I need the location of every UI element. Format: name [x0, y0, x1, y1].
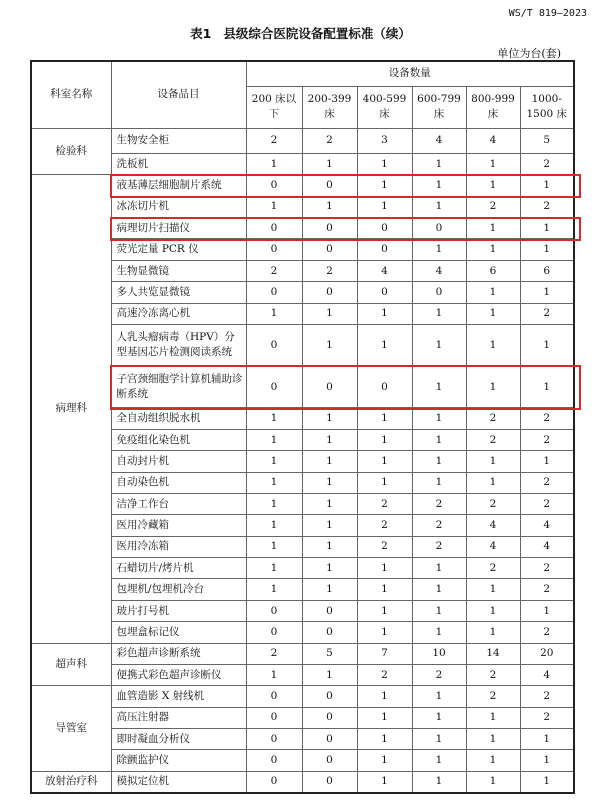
quantity-cell: 5 — [302, 643, 357, 664]
quantity-cell: 1 — [466, 729, 520, 750]
quantity-cell: 1 — [302, 493, 357, 514]
quantity-cell: 2 — [520, 558, 574, 579]
quantity-cell: 2 — [246, 260, 302, 281]
quantity-cell: 1 — [466, 472, 520, 493]
quantity-cell: 1 — [302, 579, 357, 600]
quantity-cell: 1 — [357, 451, 412, 472]
quantity-cell: 1 — [302, 153, 357, 174]
quantity-cell: 1 — [302, 324, 357, 366]
quantity-cell: 2 — [520, 686, 574, 707]
table-title-text: 县级综合医院设备配置标准（续） — [223, 26, 411, 41]
quantity-cell: 4 — [412, 128, 466, 153]
quantity-cell: 0 — [357, 282, 412, 303]
item-name: 荧光定量 PCR 仪 — [111, 239, 246, 260]
quantity-cell: 1 — [357, 408, 412, 429]
dept-name: 病理科 — [31, 175, 111, 643]
highlight-box — [110, 365, 581, 410]
quantity-cell: 1 — [520, 282, 574, 303]
quantity-cell: 0 — [246, 324, 302, 366]
quantity-cell: 1 — [520, 729, 574, 750]
band-header-2: 200-399 床 — [302, 86, 357, 128]
unit-note: 单位为台(套) — [497, 47, 561, 60]
quantity-cell: 1 — [520, 239, 574, 260]
quantity-cell: 1 — [520, 771, 574, 793]
quantity-cell: 0 — [412, 218, 466, 239]
quantity-cell: 1 — [246, 408, 302, 429]
quantity-cell: 4 — [520, 515, 574, 536]
quantity-cell: 1 — [302, 303, 357, 324]
quantity-cell: 1 — [357, 600, 412, 621]
quantity-cell: 1 — [412, 600, 466, 621]
quantity-cell: 5 — [520, 128, 574, 153]
item-name: 包埋盒标记仪 — [111, 622, 246, 643]
quantity-cell: 0 — [246, 366, 302, 408]
quantity-cell: 1 — [302, 664, 357, 685]
quantity-cell: 2 — [520, 196, 574, 217]
quantity-cell: 0 — [302, 218, 357, 239]
quantity-cell: 2 — [466, 493, 520, 514]
quantity-cell: 1 — [246, 196, 302, 217]
quantity-cell: 0 — [246, 707, 302, 728]
quantity-cell: 1 — [412, 175, 466, 196]
table-row — [31, 324, 574, 366]
quantity-cell: 1 — [520, 366, 574, 408]
item-name: 人乳头瘤病毒（HPV）分型基因芯片检测阅读系统 — [111, 324, 246, 366]
table-row — [31, 686, 574, 707]
quantity-cell: 1 — [466, 153, 520, 174]
item-name: 石蜡切片/烤片机 — [111, 558, 246, 579]
band-header-1: 200 床以下 — [246, 86, 302, 128]
quantity-cell: 1 — [246, 303, 302, 324]
quantity-cell: 4 — [466, 515, 520, 536]
dept-name: 超声科 — [31, 643, 111, 686]
item-name: 全自动组织脱水机 — [111, 408, 246, 429]
quantity-cell: 1 — [412, 558, 466, 579]
quantity-cell: 1 — [357, 429, 412, 450]
quantity-cell: 1 — [412, 579, 466, 600]
item-name: 模拟定位机 — [111, 771, 246, 793]
quantity-cell: 1 — [466, 579, 520, 600]
quantity-cell: 2 — [520, 622, 574, 643]
quantity-cell: 1 — [246, 493, 302, 514]
quantity-cell: 2 — [520, 579, 574, 600]
quantity-cell: 0 — [357, 218, 412, 239]
quantity-cell: 2 — [412, 536, 466, 557]
quantity-cell: 0 — [246, 600, 302, 621]
item-name: 便携式彩色超声诊断仪 — [111, 664, 246, 685]
quantity-cell: 1 — [466, 282, 520, 303]
quantity-cell: 0 — [246, 686, 302, 707]
quantity-cell: 1 — [466, 324, 520, 366]
quantity-cell: 1 — [302, 429, 357, 450]
quantity-cell: 0 — [412, 282, 466, 303]
quantity-cell: 6 — [466, 260, 520, 281]
dept-name: 检验科 — [31, 128, 111, 175]
item-name: 即时凝血分析仪 — [111, 729, 246, 750]
quantity-cell: 1 — [302, 536, 357, 557]
quantity-cell: 0 — [246, 218, 302, 239]
quantity-cell: 1 — [412, 196, 466, 217]
quantity-cell: 1 — [302, 515, 357, 536]
quantity-cell: 1 — [520, 175, 574, 196]
quantity-cell: 6 — [520, 260, 574, 281]
item-name: 彩色超声诊断系统 — [111, 643, 246, 664]
quantity-cell: 2 — [246, 643, 302, 664]
quantity-cell: 2 — [246, 128, 302, 153]
quantity-cell: 0 — [302, 239, 357, 260]
quantity-cell: 2 — [466, 558, 520, 579]
quantity-cell: 0 — [246, 282, 302, 303]
quantity-cell: 1 — [520, 218, 574, 239]
quantity-cell: 0 — [302, 282, 357, 303]
band-header-5: 800-999 床 — [466, 86, 520, 128]
quantity-cell: 1 — [357, 175, 412, 196]
quantity-cell: 1 — [412, 324, 466, 366]
quantity-cell: 0 — [246, 729, 302, 750]
quantity-cell: 14 — [466, 643, 520, 664]
quantity-cell: 1 — [246, 536, 302, 557]
quantity-cell: 4 — [357, 260, 412, 281]
item-name: 生物安全柜 — [111, 128, 246, 153]
quantity-cell: 2 — [357, 536, 412, 557]
quantity-cell: 1 — [412, 771, 466, 793]
quantity-cell: 1 — [357, 558, 412, 579]
quantity-cell: 1 — [357, 579, 412, 600]
item-name: 医用冷冻箱 — [111, 536, 246, 557]
table-row — [31, 196, 574, 217]
quantity-cell: 4 — [520, 664, 574, 685]
quantity-cell: 1 — [357, 153, 412, 174]
table-row — [31, 472, 574, 493]
item-name: 多人共览显微镜 — [111, 282, 246, 303]
quantity-cell: 1 — [357, 196, 412, 217]
table-row — [31, 260, 574, 281]
table-row — [31, 536, 574, 557]
quantity-cell: 0 — [246, 771, 302, 793]
quantity-cell: 1 — [412, 429, 466, 450]
quantity-cell: 1 — [466, 622, 520, 643]
quantity-cell: 2 — [520, 429, 574, 450]
quantity-cell: 1 — [466, 707, 520, 728]
item-name: 洁净工作台 — [111, 493, 246, 514]
band-header-3: 400-599 床 — [357, 86, 412, 128]
highlight-box — [110, 174, 581, 198]
quantity-cell: 1 — [412, 451, 466, 472]
table-row — [31, 128, 574, 153]
quantity-cell: 2 — [520, 153, 574, 174]
quantity-cell: 0 — [357, 366, 412, 408]
item-column-header: 设备品目 — [111, 61, 246, 128]
quantity-cell: 1 — [412, 239, 466, 260]
quantity-cell: 0 — [302, 771, 357, 793]
quantity-cell: 1 — [246, 472, 302, 493]
table-row — [31, 643, 574, 664]
quantity-cell: 1 — [246, 664, 302, 685]
item-name: 玻片打号机 — [111, 600, 246, 621]
table-row — [31, 558, 574, 579]
item-name: 免疫组化染色机 — [111, 429, 246, 450]
quantity-cell: 10 — [412, 643, 466, 664]
quantity-cell: 0 — [246, 750, 302, 771]
quantity-cell: 1 — [412, 750, 466, 771]
quantity-cell: 3 — [357, 128, 412, 153]
item-name: 生物显微镜 — [111, 260, 246, 281]
quantity-cell: 2 — [412, 515, 466, 536]
item-name: 冰冻切片机 — [111, 196, 246, 217]
quantity-cell: 0 — [302, 600, 357, 621]
quantity-cell: 2 — [520, 408, 574, 429]
quantity-cell: 1 — [357, 750, 412, 771]
quantity-cell: 1 — [520, 750, 574, 771]
quantity-cell: 2 — [412, 493, 466, 514]
quantity-cell: 0 — [302, 622, 357, 643]
quantity-cell: 2 — [520, 493, 574, 514]
table-row — [31, 664, 574, 685]
quantity-cell: 1 — [412, 366, 466, 408]
table-row — [31, 408, 574, 429]
dept-name: 放射治疗科 — [31, 771, 111, 793]
quantity-cell: 1 — [412, 729, 466, 750]
quantity-cell: 2 — [466, 686, 520, 707]
table-row — [31, 153, 574, 174]
quantity-cell: 2 — [466, 196, 520, 217]
quantity-cell: 1 — [520, 600, 574, 621]
quantity-cell: 0 — [302, 175, 357, 196]
quantity-cell: 1 — [412, 408, 466, 429]
item-name: 自动染色机 — [111, 472, 246, 493]
quantity-cell: 1 — [357, 686, 412, 707]
table-row — [31, 239, 574, 260]
band-header-4: 600-799 床 — [412, 86, 466, 128]
quantity-cell: 1 — [246, 153, 302, 174]
quantity-cell: 1 — [412, 686, 466, 707]
quantity-cell: 2 — [466, 429, 520, 450]
quantity-cell: 1 — [357, 324, 412, 366]
table-row — [31, 579, 574, 600]
quantity-cell: 0 — [302, 729, 357, 750]
item-name: 液基薄层细胞制片系统 — [111, 175, 246, 196]
equipment-table — [30, 60, 575, 794]
quantity-cell: 2 — [302, 128, 357, 153]
quantity-cell: 1 — [520, 324, 574, 366]
quantity-cell: 4 — [520, 536, 574, 557]
quantity-cell: 1 — [466, 175, 520, 196]
quantity-cell: 1 — [246, 579, 302, 600]
quantity-cell: 1 — [520, 451, 574, 472]
item-name: 病理切片扫描仪 — [111, 218, 246, 239]
table-row — [31, 750, 574, 771]
table-row — [31, 622, 574, 643]
quantity-cell: 2 — [357, 515, 412, 536]
quantity-cell: 0 — [246, 622, 302, 643]
table-row — [31, 451, 574, 472]
quantity-cell: 2 — [520, 303, 574, 324]
quantity-cell: 2 — [412, 664, 466, 685]
quantity-cell: 1 — [412, 472, 466, 493]
table-number: 表1 — [190, 26, 212, 41]
quantity-cell: 0 — [302, 750, 357, 771]
quantity-cell: 1 — [466, 239, 520, 260]
quantity-cell: 1 — [466, 600, 520, 621]
band-header-6: 1000-1500 床 — [520, 86, 574, 128]
quantity-cell: 2 — [520, 472, 574, 493]
table-title — [0, 24, 601, 42]
quantity-cell: 4 — [466, 128, 520, 153]
table-row — [31, 493, 574, 514]
quantity-cell: 1 — [412, 622, 466, 643]
quantity-cell: 1 — [412, 707, 466, 728]
quantity-cell: 0 — [302, 707, 357, 728]
quantity-cell: 1 — [412, 303, 466, 324]
quantity-cell: 1 — [302, 558, 357, 579]
quantity-cell: 1 — [246, 515, 302, 536]
quantity-cell: 1 — [466, 303, 520, 324]
dept-column-header: 科室名称 — [31, 61, 111, 128]
quantity-cell: 0 — [302, 686, 357, 707]
quantity-cell: 1 — [357, 303, 412, 324]
quantity-cell: 1 — [246, 429, 302, 450]
quantity-cell: 1 — [466, 771, 520, 793]
quantity-cell: 2 — [466, 408, 520, 429]
table-row — [31, 600, 574, 621]
quantity-cell: 1 — [466, 366, 520, 408]
item-name: 子宫颈细胞学计算机辅助诊断系统 — [111, 366, 246, 408]
quantity-cell: 2 — [357, 664, 412, 685]
quantity-cell: 1 — [357, 707, 412, 728]
quantity-cell: 1 — [466, 750, 520, 771]
table-row — [31, 429, 574, 450]
table-row — [31, 729, 574, 750]
quantity-cell: 1 — [357, 472, 412, 493]
item-name: 医用冷藏箱 — [111, 515, 246, 536]
quantity-cell: 2 — [357, 493, 412, 514]
quantity-cell: 0 — [246, 239, 302, 260]
quantity-cell: 0 — [302, 366, 357, 408]
item-name: 洗板机 — [111, 153, 246, 174]
dept-name: 导管室 — [31, 686, 111, 772]
quantity-cell: 1 — [466, 218, 520, 239]
table-row — [31, 303, 574, 324]
item-name: 包埋机/包埋机冷台 — [111, 579, 246, 600]
table-row — [31, 282, 574, 303]
table-row — [31, 771, 574, 793]
quantity-cell: 2 — [466, 664, 520, 685]
quantity-cell: 4 — [466, 536, 520, 557]
item-name: 血管造影 X 射线机 — [111, 686, 246, 707]
quantity-cell: 1 — [302, 196, 357, 217]
quantity-cell: 2 — [302, 260, 357, 281]
quantity-cell: 1 — [302, 472, 357, 493]
quantity-cell: 1 — [357, 771, 412, 793]
quantity-cell: 1 — [357, 622, 412, 643]
quantity-cell: 7 — [357, 643, 412, 664]
quantity-group-header: 设备数量 — [246, 61, 574, 86]
table-row — [31, 515, 574, 536]
quantity-cell: 4 — [412, 260, 466, 281]
quantity-cell: 1 — [302, 408, 357, 429]
quantity-cell: 2 — [520, 707, 574, 728]
table-row — [31, 707, 574, 728]
item-name: 除颤监护仪 — [111, 750, 246, 771]
quantity-cell: 0 — [357, 239, 412, 260]
quantity-cell: 1 — [357, 729, 412, 750]
item-name: 高压注射器 — [111, 707, 246, 728]
quantity-cell: 1 — [246, 451, 302, 472]
item-name: 高速冷冻离心机 — [111, 303, 246, 324]
standard-number: WS/T 819—2023 — [508, 8, 587, 19]
highlight-box — [110, 217, 581, 241]
quantity-cell: 1 — [412, 153, 466, 174]
quantity-cell: 1 — [466, 451, 520, 472]
item-name: 自动封片机 — [111, 451, 246, 472]
quantity-cell: 1 — [302, 451, 357, 472]
quantity-cell: 0 — [246, 175, 302, 196]
quantity-cell: 1 — [246, 558, 302, 579]
quantity-cell: 20 — [520, 643, 574, 664]
